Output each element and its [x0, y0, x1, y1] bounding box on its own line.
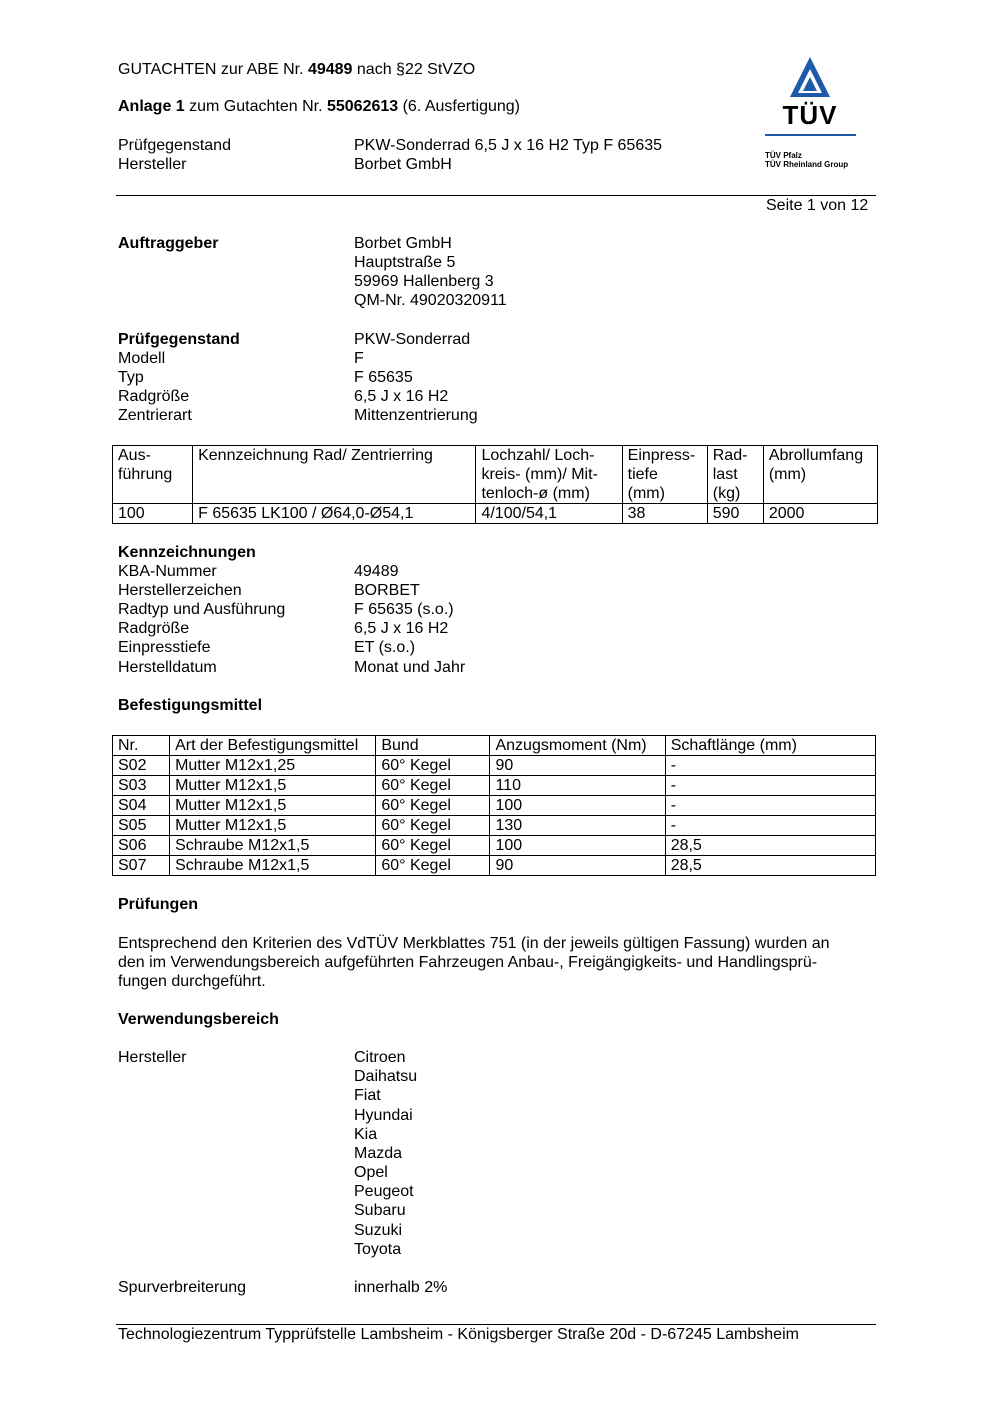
kennzeichnungen-title: Kennzeichnungen [118, 544, 256, 561]
modell-label: Modell [118, 350, 166, 367]
table-cell: S07 [113, 856, 170, 876]
hersteller-list-item: Mazda [354, 1145, 403, 1162]
table-cell: - [665, 796, 875, 816]
hersteller-list-item: Hyundai [354, 1107, 413, 1124]
table-cell: Schraube M12x1,5 [170, 856, 376, 876]
table-header-cell: Bund [376, 736, 490, 756]
table-cell: S03 [113, 776, 170, 796]
tuev-line1: TÜV Pfalz [765, 151, 802, 160]
table-header-row [113, 736, 876, 756]
header-pruef-value: PKW-Sonderrad 6,5 J x 16 H2 Typ F 65635 [354, 137, 663, 154]
table-cell: F 65635 LK100 / Ø64,0-Ø54,1 [193, 504, 476, 524]
table-cell: 60° Kegel [376, 796, 490, 816]
hersteller-list-item: Subaru [354, 1202, 406, 1219]
table-header-cell: Anzugsmoment (Nm) [490, 736, 665, 756]
table-header-cell: Art der Befestigungsmittel [170, 736, 376, 756]
hersteller-list-item: Opel [354, 1164, 388, 1181]
table-cell: 90 [490, 756, 665, 776]
typ-value: F 65635 [354, 369, 413, 386]
table-cell: 28,5 [665, 856, 875, 876]
kennz-label: KBA-Nummer [118, 563, 217, 580]
table-row [113, 836, 876, 856]
table-cell: 110 [490, 776, 665, 796]
hersteller-list-item: Suzuki [354, 1222, 403, 1239]
kennz-value: Monat und Jahr [354, 659, 466, 676]
footer-text: Technologiezentrum Typprüfstelle Lambsheim - Königsberger Straße 20d - D-67245 Lambsheim [118, 1326, 799, 1343]
radgroesse-value: 6,5 J x 16 H2 [354, 388, 449, 405]
header-pruef-label: Prüfgegenstand [118, 137, 231, 154]
ausfuehrung-table [112, 445, 878, 524]
table-header-cell: Kennzeichnung Rad/ Zentrierring [193, 446, 476, 504]
table-cell: 100 [490, 796, 665, 816]
table-row [113, 856, 876, 876]
table-row [113, 504, 878, 524]
table-cell: 130 [490, 816, 665, 836]
zentrierart-label: Zentrierart [118, 407, 192, 424]
typ-label: Typ [118, 369, 144, 386]
header-hersteller-value: Borbet GmbH [354, 156, 452, 173]
auftraggeber-line: 59969 Hallenberg 3 [354, 273, 494, 290]
pruefungen-text-line: Entsprechend den Kriterien des VdTÜV Merkblattes 751 (in der jeweils gültigen Fassung) wurden an [118, 935, 830, 952]
table-cell: - [665, 756, 875, 776]
pruefgegenstand-label: Prüfgegenstand [118, 331, 240, 348]
anlage-line: Anlage 1 zum Gutachten Nr. 55062613 (6. Ausfertigung) [118, 98, 520, 115]
kennz-value: F 65635 (s.o.) [354, 601, 454, 618]
table-cell: Schraube M12x1,5 [170, 836, 376, 856]
table-cell: 90 [490, 856, 665, 876]
table-cell: - [665, 816, 875, 836]
auftraggeber-line: QM-Nr. 49020320911 [354, 292, 507, 309]
kennz-value: ET (s.o.) [354, 639, 416, 656]
table-cell: 60° Kegel [376, 776, 490, 796]
spurverbreiterung-value: innerhalb 2% [354, 1279, 448, 1296]
table-cell: Mutter M12x1,5 [170, 776, 376, 796]
befestigung-table [112, 735, 876, 876]
table-header-cell: Rad- last (kg) [707, 446, 763, 504]
tuev-brand: TÜV [782, 100, 838, 130]
hersteller-list-item: Citroen [354, 1049, 406, 1066]
radgroesse-label: Radgröße [118, 388, 190, 405]
hersteller-list-item: Daihatsu [354, 1068, 418, 1085]
hersteller-list-item: Peugeot [354, 1183, 414, 1200]
table-cell: 60° Kegel [376, 856, 490, 876]
kennz-label: Herstelldatum [118, 659, 217, 676]
table-cell: Mutter M12x1,5 [170, 816, 376, 836]
kennz-label: Einpresstiefe [118, 639, 211, 656]
table-cell: 38 [622, 504, 707, 524]
table-cell: S05 [113, 816, 170, 836]
hersteller-list-item: Kia [354, 1126, 378, 1143]
table-cell: Mutter M12x1,5 [170, 796, 376, 816]
verwendung-hersteller-label: Hersteller [118, 1049, 187, 1066]
pruefungen-text-line: fungen durchgeführt. [118, 973, 266, 990]
table-header-row [113, 446, 878, 504]
table-cell: 2000 [763, 504, 877, 524]
befestigung-title: Befestigungsmittel [118, 697, 263, 714]
document-title: GUTACHTEN zur ABE Nr. 49489 nach §22 StVZO [118, 61, 476, 78]
modell-value: F [354, 350, 364, 367]
table-cell: 60° Kegel [376, 836, 490, 856]
table-row [113, 756, 876, 776]
table-cell: 590 [707, 504, 763, 524]
table-header-cell: Aus- führung [113, 446, 193, 504]
pruefungen-title: Prüfungen [118, 896, 198, 913]
pruefgegenstand-value: PKW-Sonderrad [354, 331, 471, 348]
header-divider [116, 195, 876, 196]
kennz-label: Herstellerzeichen [118, 582, 242, 599]
table-header-cell: Einpress- tiefe (mm) [622, 446, 707, 504]
hersteller-list-item: Fiat [354, 1087, 381, 1104]
tuev-logo [760, 55, 860, 173]
kennz-value: 49489 [354, 563, 399, 580]
table-row [113, 776, 876, 796]
table-header-cell: Nr. [113, 736, 170, 756]
table-cell: S04 [113, 796, 170, 816]
table-header-cell: Abrollumfang (mm) [763, 446, 877, 504]
table-cell: 100 [113, 504, 193, 524]
table-cell: Mutter M12x1,25 [170, 756, 376, 776]
verwendungsbereich-title: Verwendungsbereich [118, 1011, 279, 1028]
hersteller-list-item: Toyota [354, 1241, 402, 1258]
table-header-cell: Lochzahl/ Loch- kreis- (mm)/ Mit- tenloch-ø (mm) [476, 446, 622, 504]
table-row [113, 796, 876, 816]
page-info: Seite 1 von 12 [766, 197, 869, 214]
table-cell: 4/100/54,1 [476, 504, 622, 524]
table-cell: 100 [490, 836, 665, 856]
tuev-line2: TÜV Rheinland Group [765, 160, 849, 169]
auftraggeber-line: Borbet GmbH [354, 235, 452, 252]
spurverbreiterung-label: Spurverbreiterung [118, 1279, 247, 1296]
table-header-cell: Schaftlänge (mm) [665, 736, 875, 756]
kennz-label: Radtyp und Ausführung [118, 601, 286, 618]
table-cell: S02 [113, 756, 170, 776]
auftraggeber-label: Auftraggeber [118, 235, 219, 252]
table-cell: - [665, 776, 875, 796]
table-row [113, 816, 876, 836]
auftraggeber-line: Hauptstraße 5 [354, 254, 456, 271]
table-cell: S06 [113, 836, 170, 856]
kennz-value: BORBET [354, 582, 420, 599]
kennz-label: Radgröße [118, 620, 190, 637]
table-cell: 60° Kegel [376, 816, 490, 836]
kennz-value: 6,5 J x 16 H2 [354, 620, 449, 637]
zentrierart-value: Mittenzentrierung [354, 407, 478, 424]
table-cell: 28,5 [665, 836, 875, 856]
pruefungen-text-line: den im Verwendungsbereich aufgeführten Fahrzeugen Anbau-, Freigängigkeits- und Handlingsprü- [118, 954, 818, 971]
table-cell: 60° Kegel [376, 756, 490, 776]
header-hersteller-label: Hersteller [118, 156, 187, 173]
